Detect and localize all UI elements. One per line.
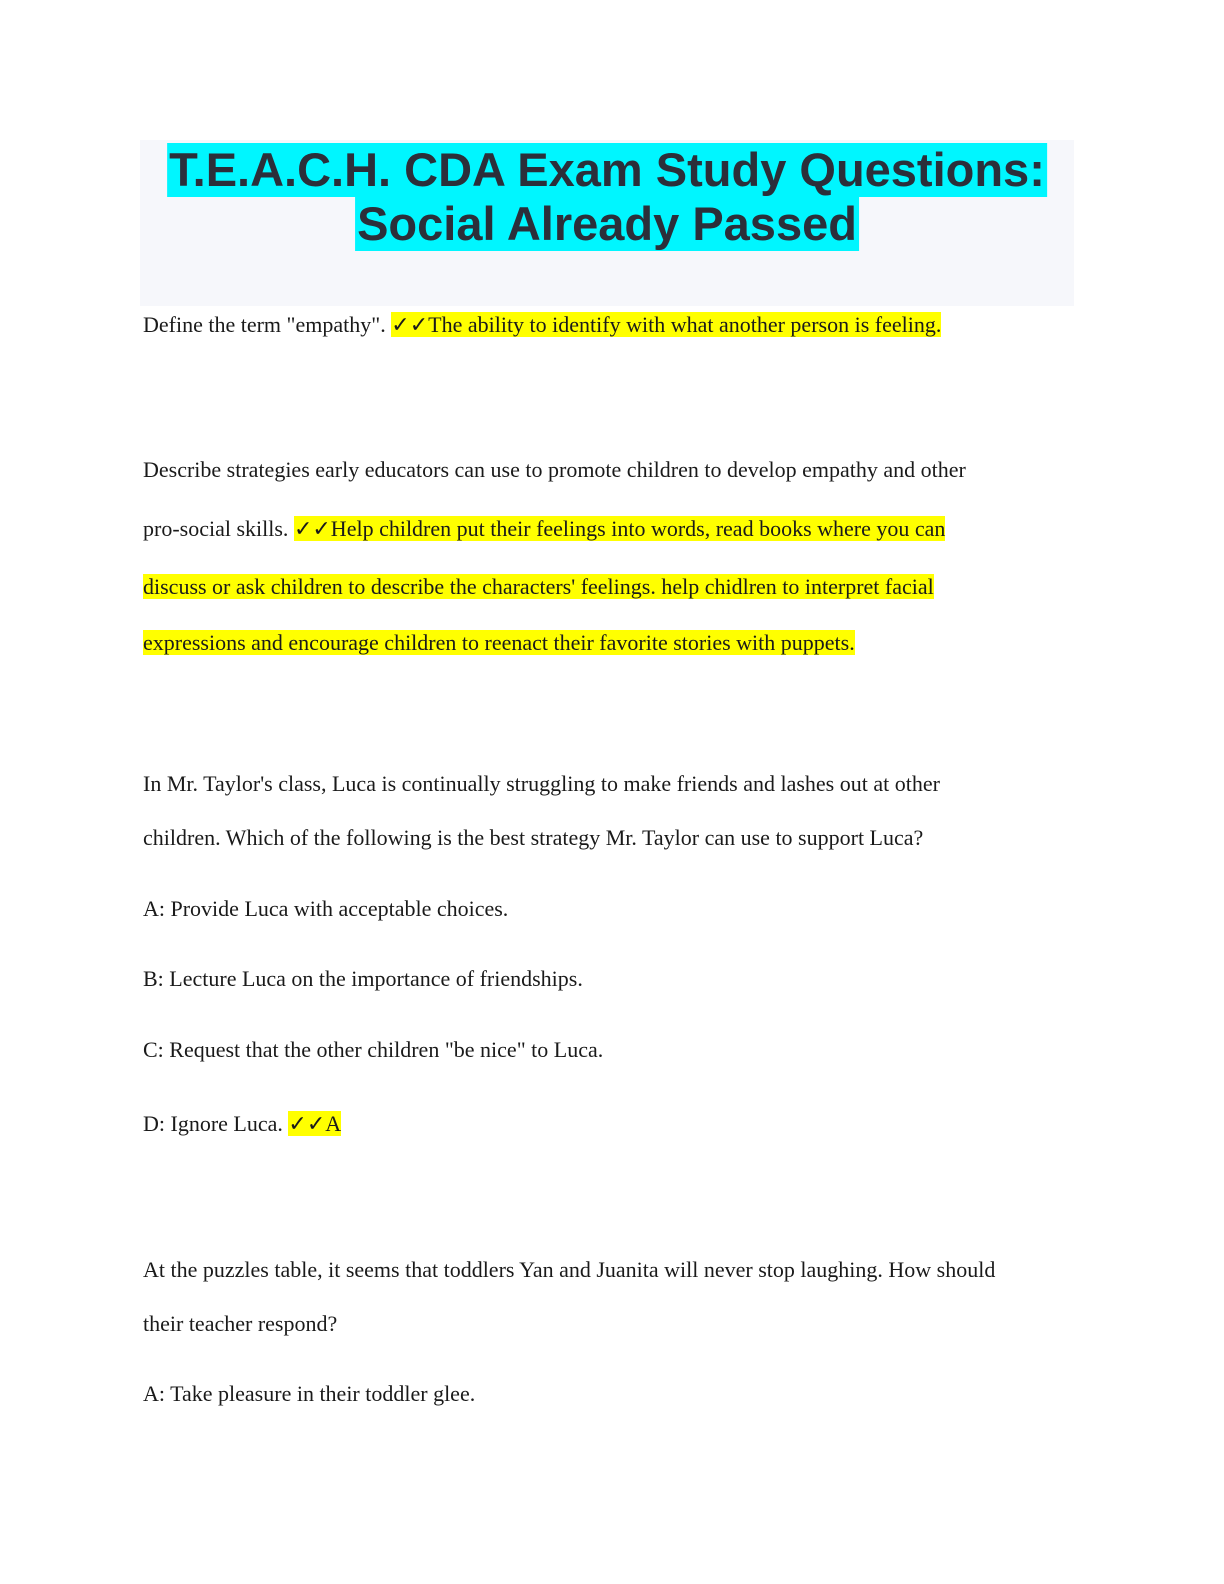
q3-line-2: children. Which of the following is the best strategy Mr. Taylor can use to support Luca? [143,825,924,850]
q2-line-2 [143,516,945,542]
q4-line-1: At the puzzles table, it seems that toddlers Yan and Juanita will never stop laughing. How should [143,1257,996,1282]
title-block [140,140,1074,306]
q3-option-d-line [143,1111,341,1137]
q3-line-1: In Mr. Taylor's class, Luca is continually struggling to make friends and lashes out at other [143,771,940,796]
q2-answer-cont-1: discuss or ask children to describe the characters' feelings. help chidlren to interpret facial [143,574,934,599]
q4-option-a: A: Take pleasure in their toddler glee. [143,1381,476,1406]
q4-line-2: their teacher respond? [143,1311,338,1336]
q1-answer: ✓✓The ability to identify with what another person is feeling. [391,312,942,337]
q2-answer-start: ✓✓Help children put their feelings into words, read books where you can [293,516,946,541]
q3-option-b: B: Lecture Luca on the importance of friendships. [143,966,583,991]
q2-line-3 [143,574,934,600]
q2-question-end: pro-social skills. [143,516,294,541]
q3-option-a: A: Provide Luca with acceptable choices. [143,896,509,921]
q1-line [143,312,941,338]
q2-line-4 [143,630,855,656]
page-title-line-2: Social Already Passed [357,197,857,250]
q3-answer: ✓✓A [288,1111,342,1136]
q2-answer-cont-2: expressions and encourage children to reenact their favorite stories with puppets. [143,630,855,655]
q3-option-c: C: Request that the other children "be nice" to Luca. [143,1037,604,1062]
q1-question: Define the term "empathy". [143,312,392,337]
q2-line-1: Describe strategies early educators can use to promote children to develop empathy and other [143,457,966,482]
page-title-line-1: T.E.A.C.H. CDA Exam Study Questions: [169,143,1045,196]
q3-option-d: D: Ignore Luca. [143,1111,289,1136]
